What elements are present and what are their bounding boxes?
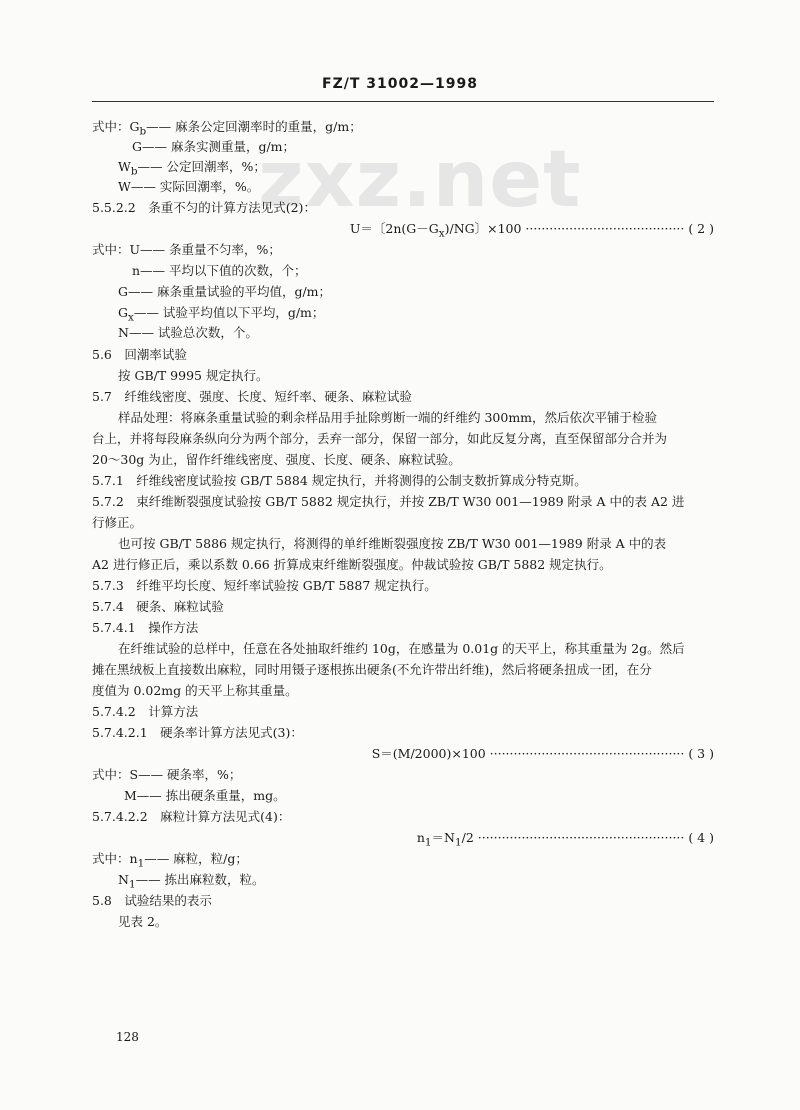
para-sample-3: 20～30g 为止，留作纤维线密度、强度、长度、硬条、麻粒试验。 <box>92 452 461 467</box>
para-alt-1: 也可按 GB/T 5886 规定执行，将测得的单纤维断裂强度按 ZB/T W30 001—1989 附录 A 中的表 <box>118 536 667 551</box>
def-n-total: N—— 试验总次数，个。 <box>118 325 258 340</box>
para-5-8: 见表 2。 <box>118 914 168 929</box>
page-number: 128 <box>116 1030 139 1044</box>
formula-2: U＝〔$2n(G-G_x)/NG$〕×100 ········································ ( 2 ) <box>349 221 714 240</box>
clause-5-5-2-2: 5.5.2.2 条重不匀的计算方法见式(2)： <box>92 200 316 215</box>
heading-5-7-4-2: 5.7.4.2 计算方法 <box>92 704 199 719</box>
clause-5-7-4-2-1: 5.7.4.2.1 硬条率计算方法见式(3)： <box>92 725 303 740</box>
clause-5-7-2-b: 行修正。 <box>92 515 143 530</box>
where-clause-gb: 式中：$G_b——$ 麻条公定回潮率时的重量，g/m； <box>92 119 362 138</box>
para-alt-2: A2 进行修正后，乘以系数 0.66 折算成束纤维断裂强度。仲裁试验按 GB/T 5882 规定执行。 <box>92 557 612 572</box>
clause-5-7-2-a: 5.7.2 束纤维断裂强度试验按 GB/T 5882 规定执行，并按 ZB/T W30 001—1989 附录 A 中的表 A2 进 <box>92 494 685 509</box>
heading-5-6: 5.6 回潮率试验 <box>92 347 187 362</box>
heading-5-7: 5.7 纤维线密度、强度、长度、短纤率、硬条、麻粒试验 <box>92 389 412 404</box>
watermark: zxz.net <box>258 135 582 225</box>
page-header-standard-number: FZ/T 31002—1998 <box>322 76 478 92</box>
para-op-1: 在纤维试验的总样中，任意在各处抽取纤维约 10g，在感量为 0.01g 的天平上，称其重量为 2g。然后 <box>118 641 685 656</box>
heading-5-7-4-1: 5.7.4.1 操作方法 <box>92 620 199 635</box>
def-wb: $W_b——$ 公定回潮率，%； <box>118 159 266 178</box>
def-gx: $G_x——$ 试验平均值以下平均，g/m； <box>118 305 325 324</box>
def-g-avg: G—— 麻条重量试验的平均值，g/m； <box>118 284 332 299</box>
para-op-3: 度值为 0.02mg 的天平上称其重量。 <box>92 683 298 698</box>
clause-5-7-1: 5.7.1 纤维线密度试验按 GB/T 5884 规定执行，并将测得的公制支数折算成分特克斯。 <box>92 473 587 488</box>
para-5-6: 按 GB/T 9995 规定执行。 <box>118 368 269 383</box>
para-op-2: 摊在黑绒板上直接数出麻粒，同时用镊子逐根拣出硬条(不允许带出纤维)，然后将硬条扭成一团，在分 <box>92 662 652 677</box>
where-clause-n1: 式中：$n_1——$ 麻粒，粒/g； <box>92 851 248 870</box>
formula-3: S＝(M/2000)×100 ················································· ( 3 ) <box>371 746 714 761</box>
para-sample-2: 台上，并将每段麻条纵向分为两个部分，丢弃一部分，保留一部分，如此反复分离，直至保留部分合并为 <box>92 431 668 446</box>
def-g: G—— 麻条实测重量，g/m； <box>132 139 296 154</box>
clause-5-7-4-2-2: 5.7.4.2.2 麻粒计算方法见式(4)： <box>92 809 291 824</box>
def-m: M—— 拣出硬条重量，mg。 <box>124 788 286 803</box>
header-rule <box>92 101 714 102</box>
heading-5-8: 5.8 试验结果的表示 <box>92 893 212 908</box>
para-sample-1: 样品处理：将麻条重量试验的剩余样品用手扯除剪断一端的纤维约 300mm，然后依次平铺于检验 <box>118 410 658 425</box>
where-clause-u: 式中：U—— 条重量不匀率，%； <box>92 242 281 257</box>
formula-4: $n_1=N_1/2$ ···················································· ( 4 ) <box>416 830 714 849</box>
clause-5-7-3: 5.7.3 纤维平均长度、短纤率试验按 GB/T 5887 规定执行。 <box>92 578 437 593</box>
heading-5-7-4: 5.7.4 硬条、麻粒试验 <box>92 599 224 614</box>
def-n: n—— 平均以下值的次数，个； <box>132 263 307 278</box>
def-w: W—— 实际回潮率，%。 <box>118 179 260 194</box>
def-n1-count: $N_1——$ 拣出麻粒数，粒。 <box>118 872 265 891</box>
where-clause-s: 式中：S—— 硬条率，%； <box>92 767 242 782</box>
